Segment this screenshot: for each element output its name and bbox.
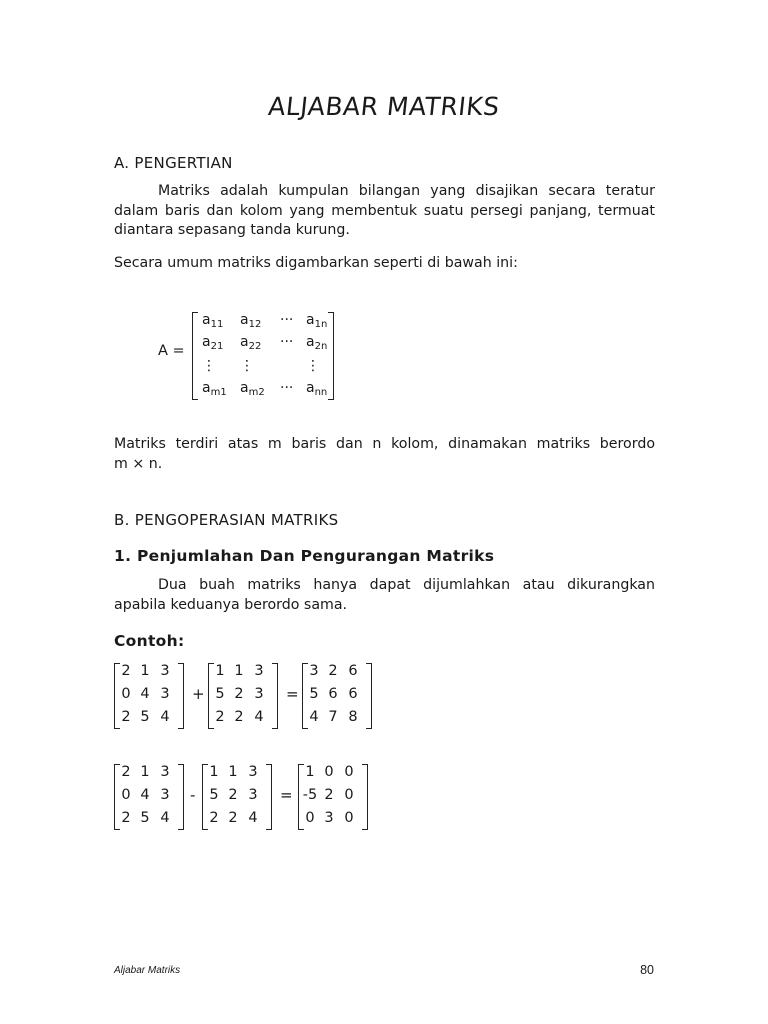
order-paragraph [114,435,655,474]
addend-matrix-1 [114,661,184,729]
matrix-a-entry: ··· [280,334,294,350]
subtraction-example [114,762,394,832]
matrix-a-left-bracket [192,312,198,400]
footer-title: Aljabar Matriks [114,965,181,976]
addition-example [114,661,394,731]
matrix-entry: 2 [324,787,334,803]
general-matrix-a [200,312,328,398]
matrix-entry: 4 [140,787,150,803]
subtrahend-matrix-right-bracket [266,764,272,830]
matrix-entry: -5 [302,787,318,803]
matrix-entry: 1 [305,764,315,780]
definition-paragraph: Matriks adalah kumpulan bilangan yang disajikan secara teratur dalam baris dan kolom yang membentuk suatu persegi panjang, termuat diantara sepasang tanda kurung. [114,183,655,238]
matrix-entry: 2 [234,709,244,725]
matrix-a-entry: $a_{1n}$ [306,312,328,330]
matrix-a-entry: $a_{m2}$ [240,380,265,398]
matrix-entry: 6 [348,686,358,702]
page-title: ALJABAR MATRIKS [266,92,502,121]
matrix-entry: 5 [140,810,150,826]
equals-sign: = [280,786,293,804]
matrix-entry: 2 [121,663,131,679]
matrix-entry: 2 [234,686,244,702]
matrix-a-label: A = [158,343,185,359]
matrix-entry: 2 [328,663,338,679]
matrix-entry: 0 [344,787,354,803]
matrix-entry: 5 [215,686,225,702]
matrix-entry: 0 [121,686,131,702]
plus-operator: + [192,685,205,703]
matrix-entry: 1 [234,663,244,679]
minus-operator: - [190,786,196,804]
matrix-entry: 0 [324,764,334,780]
subsection-1-heading: 1. Penjumlahan Dan Pengurangan Matriks [114,547,495,565]
matrix-entry: 1 [228,764,238,780]
matrix-a-entry: $a_{m1}$ [202,380,227,398]
matrix-entry: 4 [160,709,170,725]
matrix-a-entry: $a_{12}$ [240,312,262,330]
matrix-entry: 3 [254,686,264,702]
matrix-entry: 0 [121,787,131,803]
difference-matrix-right-bracket [362,764,368,830]
equals-sign: = [286,685,299,703]
page-number: 80 [640,963,654,977]
subtrahend-matrix [202,762,272,830]
matrix-entry: 7 [328,709,338,725]
matrix-entry: 5 [309,686,319,702]
matrix-entry: 2 [228,787,238,803]
section-b-heading: B. PENGOPERASIAN MATRIKS [114,511,339,529]
matrix-entry: 4 [140,686,150,702]
sum-matrix-right-bracket [366,663,372,729]
matrix-entry: 3 [309,663,319,679]
matrix-entry: 4 [248,810,258,826]
matrix-entry: 3 [160,787,170,803]
matrix-entry: 3 [324,810,334,826]
matrix-entry: 6 [348,663,358,679]
matrix-entry: 1 [215,663,225,679]
matrix-entry: 1 [209,764,219,780]
matrix-entry: 0 [344,764,354,780]
addend-matrix-1-right-bracket [178,663,184,729]
general-form-intro: Secara umum matriks digambarkan seperti di bawah ini: [114,255,518,271]
matrix-entry: 6 [328,686,338,702]
matrix-entry: 2 [209,810,219,826]
matrix-a-entry: ⋮ [202,358,216,374]
matrix-entry: 0 [344,810,354,826]
example-label: Contoh: [114,632,185,650]
matrix-entry: 0 [305,810,315,826]
matrix-a-entry: ··· [280,312,294,328]
section-a-heading: A. PENGERTIAN [114,154,233,172]
matrix-entry: 4 [160,810,170,826]
addition-condition-paragraph: Dua buah matriks hanya dapat dijumlahkan atau dikurangkan apabila keduanya berordo sama. [114,577,655,613]
minuend-matrix-right-bracket [178,764,184,830]
matrix-entry: 1 [140,764,150,780]
matrix-entry: 2 [121,764,131,780]
matrix-entry: 3 [254,663,264,679]
matrix-entry: 3 [160,764,170,780]
matrix-entry: 4 [309,709,319,725]
matrix-a-entry: $a_{21}$ [202,334,224,352]
matrix-entry: 3 [248,787,258,803]
minuend-matrix [114,762,184,830]
addend-matrix-2-right-bracket [272,663,278,729]
order-paragraph-line-2: m × n. [114,455,163,472]
addend-matrix-2 [208,661,278,729]
matrix-entry: 3 [160,663,170,679]
matrix-a-entry: ··· [280,380,294,396]
matrix-a-right-bracket [328,312,334,400]
matrix-entry: 2 [215,709,225,725]
matrix-entry: 4 [254,709,264,725]
matrix-entry: 2 [121,709,131,725]
matrix-entry: 1 [140,663,150,679]
matrix-entry: 8 [348,709,358,725]
matrix-a-entry: $a_{nn}$ [306,380,328,398]
matrix-entry: 5 [209,787,219,803]
sum-matrix [302,661,372,729]
matrix-a-entry: $a_{11}$ [202,312,224,330]
order-paragraph-line-1: Matriks terdiri atas m baris dan n kolom, dinamakan matriks berordo [114,436,655,452]
matrix-a-entry: $a_{22}$ [240,334,262,352]
matrix-entry: 3 [160,686,170,702]
matrix-entry: 2 [121,810,131,826]
matrix-a-entry: $a_{2n}$ [306,334,328,352]
matrix-a-entry: ⋮ [240,358,254,374]
difference-matrix [298,762,368,830]
matrix-a-entry: ⋮ [306,358,320,374]
matrix-entry: 3 [248,764,258,780]
matrix-entry: 2 [228,810,238,826]
matrix-entry: 5 [140,709,150,725]
